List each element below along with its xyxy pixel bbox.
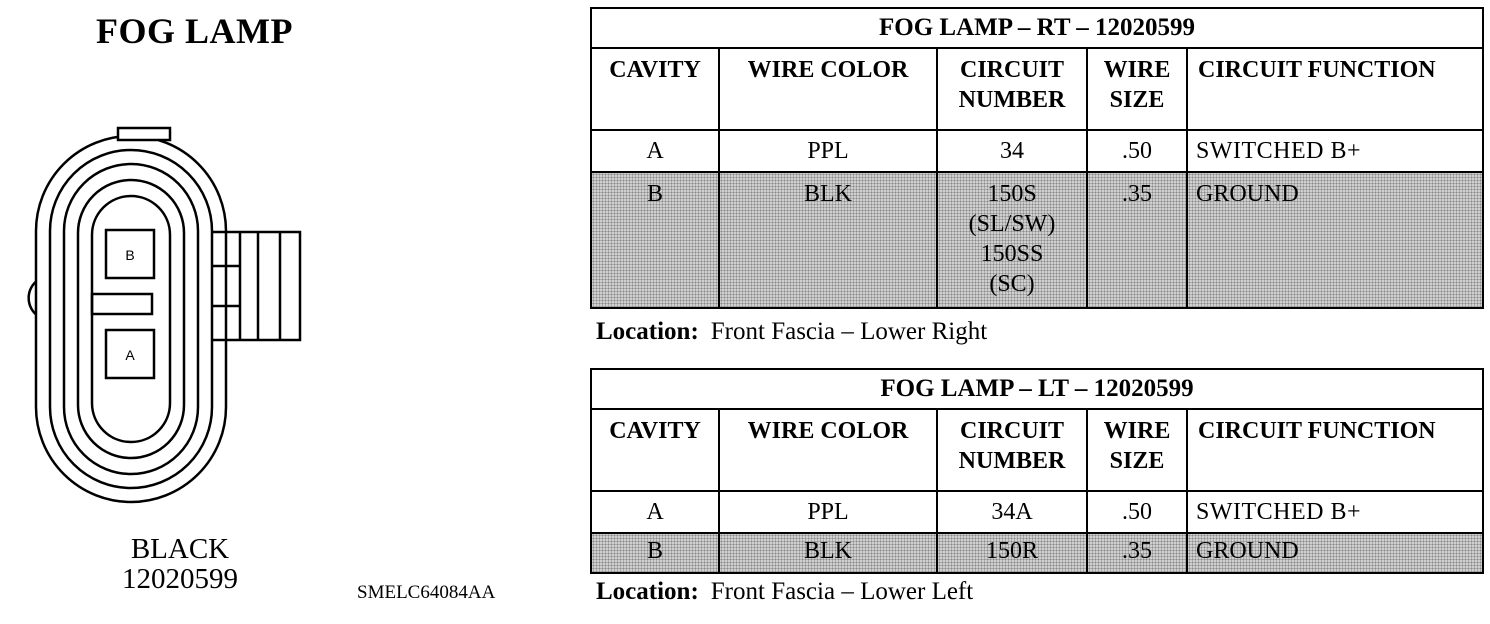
table-row bbox=[591, 130, 1483, 172]
table-row bbox=[591, 533, 1483, 573]
table-header-row bbox=[591, 409, 1483, 491]
header-wire-size: WIRE SIZE bbox=[1087, 409, 1187, 491]
cell-cavity: A bbox=[591, 491, 719, 533]
table-row bbox=[591, 491, 1483, 533]
cell-cavity: B bbox=[591, 533, 719, 573]
cell-circuit: 150R bbox=[937, 533, 1087, 573]
header-wire-color: WIRE COLOR bbox=[719, 409, 937, 491]
cell-wire-color: PPL bbox=[719, 130, 937, 172]
header-circuit-number: CIRCUIT NUMBER bbox=[937, 48, 1087, 130]
location-value: Front Fascia – Lower Left bbox=[710, 578, 974, 605]
location-lt bbox=[596, 578, 973, 606]
cell-wire-size: .35 bbox=[1087, 533, 1187, 573]
cell-wire-color: PPL bbox=[719, 491, 937, 533]
cavity-a-label: A bbox=[125, 347, 135, 363]
table-title: FOG LAMP – RT – 12020599 bbox=[591, 8, 1483, 48]
cell-function: GROUND bbox=[1187, 533, 1483, 573]
header-cavity: CAVITY bbox=[591, 48, 719, 130]
table-header-row bbox=[591, 48, 1483, 130]
cell-wire-color: BLK bbox=[719, 172, 937, 308]
header-circuit-number: CIRCUIT NUMBER bbox=[937, 409, 1087, 491]
location-rt bbox=[596, 318, 987, 346]
connector-part-number: 12020599 bbox=[122, 563, 238, 595]
header-circuit-function: CIRCUIT FUNCTION bbox=[1187, 409, 1483, 491]
cell-function: GROUND bbox=[1187, 172, 1483, 308]
header-circuit-function: CIRCUIT FUNCTION bbox=[1187, 48, 1483, 130]
location-label: Location: bbox=[596, 318, 699, 345]
pinout-table-rt bbox=[590, 7, 1484, 309]
cell-function: SWITCHED B+ bbox=[1187, 130, 1483, 172]
cell-wire-color: BLK bbox=[719, 533, 937, 573]
header-cavity: CAVITY bbox=[591, 409, 719, 491]
cell-cavity: B bbox=[591, 172, 719, 308]
cell-cavity: A bbox=[591, 130, 719, 172]
cell-wire-size: .35 bbox=[1087, 172, 1187, 308]
connector-title: FOG LAMP bbox=[96, 11, 293, 51]
table-row bbox=[591, 172, 1483, 308]
cell-circuit: 150S (SL/SW) 150SS (SC) bbox=[937, 172, 1087, 308]
location-value: Front Fascia – Lower Right bbox=[710, 318, 988, 345]
header-wire-size: WIRE SIZE bbox=[1087, 48, 1187, 130]
cell-wire-size: .50 bbox=[1087, 130, 1187, 172]
drawing-id: SMELC64084AA bbox=[357, 582, 496, 603]
connector-color-block bbox=[110, 534, 250, 594]
cavity-b-label: B bbox=[125, 247, 135, 263]
table-title: FOG LAMP – LT – 12020599 bbox=[591, 369, 1483, 409]
cell-circuit: 34A bbox=[937, 491, 1087, 533]
connector-color: BLACK bbox=[130, 533, 230, 565]
cell-function: SWITCHED B+ bbox=[1187, 491, 1483, 533]
connector-face-diagram bbox=[0, 120, 340, 520]
header-wire-color: WIRE COLOR bbox=[719, 48, 937, 130]
location-label: Location: bbox=[596, 578, 699, 605]
cell-wire-size: .50 bbox=[1087, 491, 1187, 533]
pinout-table-lt bbox=[590, 368, 1484, 574]
cell-circuit: 34 bbox=[937, 130, 1087, 172]
